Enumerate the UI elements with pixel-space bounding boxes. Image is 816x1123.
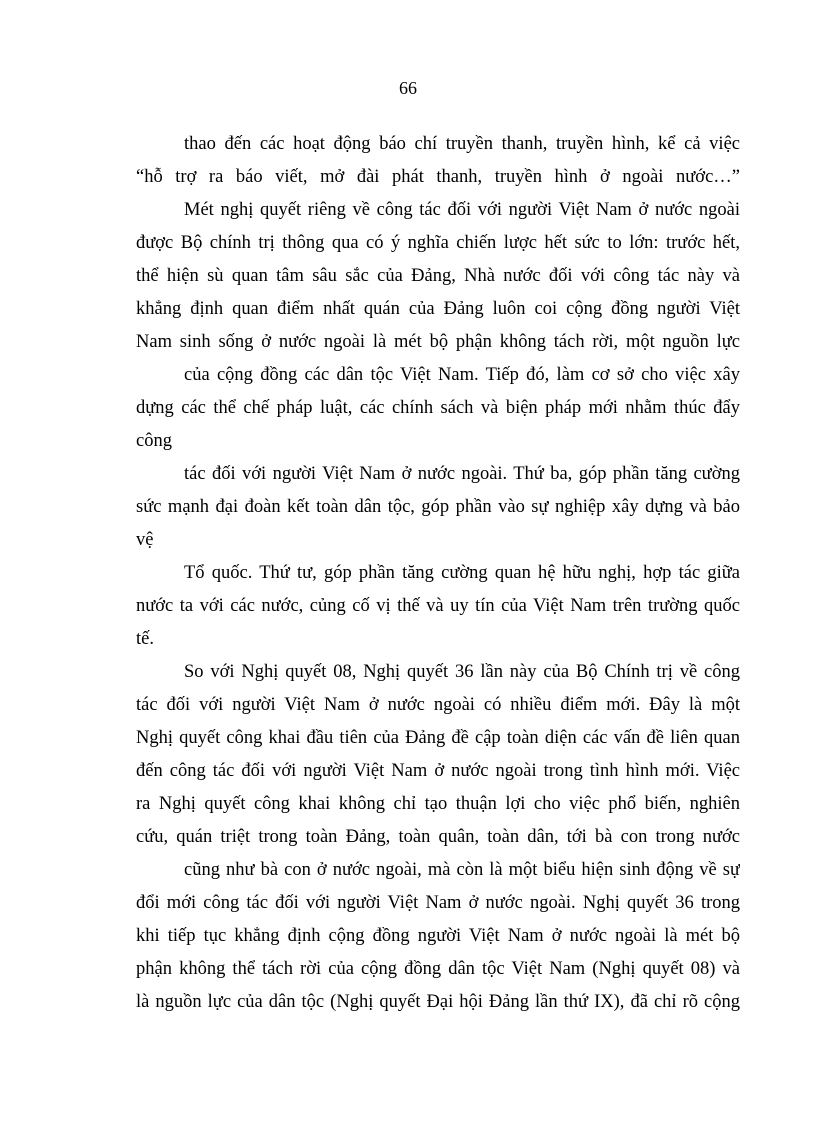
text-line: thể hiện sù quan tâm sâu sắc của Đảng, Nhà nước đối với công tác này và xyxy=(136,266,740,286)
text-line: Tổ quốc. Thứ tư, góp phần tăng cường quan hệ hữu nghị, hợp tác giữa xyxy=(184,563,740,583)
text-line: cũng như bà con ở nước ngoài, mà còn là một biểu hiện sinh động về sự xyxy=(184,860,740,880)
text-line: đến công tác đối với người Việt Nam ở nước ngoài trong tình hình mới. Việc xyxy=(136,761,740,781)
text-line: So với Nghị quyết 08, Nghị quyết 36 lần này của Bộ Chính trị về công xyxy=(184,662,740,682)
text-line: đổi mới công tác đối với người Việt Nam ở nước ngoài. Nghị quyết 36 trong xyxy=(136,893,740,913)
text-line: Nghị quyết công khai đầu tiên của Đảng đề cập toàn diện các vấn đề liên quan xyxy=(136,728,740,748)
text-line: “hỗ trợ ra báo viết, mở đài phát thanh, truyền hình ở ngoài nước…” xyxy=(136,167,740,187)
text-line: tế. xyxy=(136,629,154,649)
text-line: khẳng định quan điểm nhất quán của Đảng luôn coi cộng đồng người Việt xyxy=(136,299,740,319)
text-line: tác đối với người Việt Nam ở nước ngoài. Thứ ba, góp phần tăng cường xyxy=(184,464,740,484)
text-line: phận không thể tách rời của cộng đồng dân tộc Việt Nam (Nghị quyết 08) và xyxy=(136,959,740,979)
text-line: cứu, quán triệt trong toàn Đảng, toàn quân, toàn dân, tới bà con trong nước xyxy=(136,827,740,847)
text-line: Nam sinh sống ở nước ngoài là mét bộ phận không tách rời, một nguồn lực xyxy=(136,332,740,352)
text-line: công xyxy=(136,431,172,451)
text-line: vệ xyxy=(136,530,154,550)
text-line: của cộng đồng các dân tộc Việt Nam. Tiếp đó, làm cơ sở cho việc xây xyxy=(184,365,740,385)
text-line: là nguồn lực của dân tộc (Nghị quyết Đại hội Đảng lần thứ IX), đã chỉ rõ cộng xyxy=(136,992,740,1012)
page-number: 66 xyxy=(399,78,417,98)
text-line: sức mạnh đại đoàn kết toàn dân tộc, góp phần vào sự nghiệp xây dựng và bảo xyxy=(136,497,740,517)
text-line: tác đối với người Việt Nam ở nước ngoài có nhiều điểm mới. Đây là một xyxy=(136,695,740,715)
body-text xyxy=(136,128,740,1019)
text-line: Mét nghị quyết riêng về công tác đối với người Việt Nam ở nước ngoài xyxy=(184,200,740,220)
text-line: dựng các thể chế pháp luật, các chính sách và biện pháp mới nhằm thúc đẩy xyxy=(136,398,740,418)
text-line: khi tiếp tục khẳng định cộng đồng người Việt Nam ở nước ngoài là mét bộ xyxy=(136,926,740,946)
text-line: thao đến các hoạt động báo chí truyền thanh, truyền hình, kể cả việc xyxy=(184,134,740,154)
text-line: được Bộ chính trị thông qua có ý nghĩa chiến lược hết sức to lớn: trước hết, xyxy=(136,233,740,253)
text-line: nước ta với các nước, củng cố vị thế và uy tín của Việt Nam trên trường quốc xyxy=(136,596,740,616)
text-line: ra Nghị quyết công khai không chỉ tạo thuận lợi cho việc phổ biến, nghiên xyxy=(136,794,740,814)
